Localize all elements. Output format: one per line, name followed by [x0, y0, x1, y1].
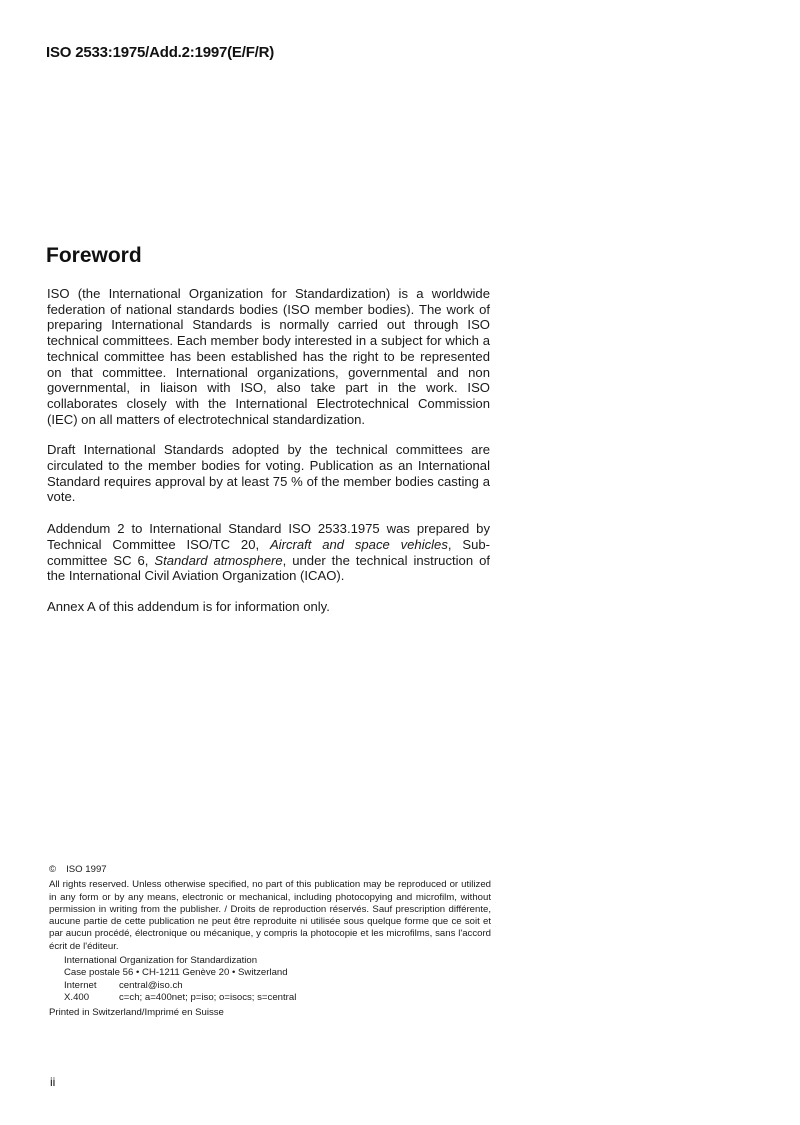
document-reference: ISO 2533:1975/Add.2:1997(E/F/R) [46, 44, 275, 61]
page-number: ii [50, 1075, 56, 1089]
foreword-paragraph-3 [47, 521, 490, 584]
copyright-line [49, 864, 491, 876]
copyright-symbol: © [49, 864, 57, 875]
x400-label: X.400 [64, 991, 90, 1003]
foreword-paragraph-1: ISO (the International Organization for Standardization) is a worldwide federation of national standards bodies (ISO member bodies). The work of preparing International Standards is normally carried out through ISO technical committees. Each member body interested in a subject for which a technical committee has been established has the right to be represented on that committee. International organizations, governmental and non governmental, in liaison with ISO, also take part in the work. ISO collaborates closely with the International Electrotechnical Commission (IEC) on all matters of electrotechnical standardization. [47, 286, 490, 427]
subcommittee-title-italic: Standard atmosphere [154, 552, 283, 568]
paragraph-3-text-a: Addendum 2 to International Standard ISO 2533.1975 was prepared by Technical Committee ISO/TC 20, [47, 521, 490, 552]
committee-title-italic: Aircraft and space vehicles [269, 536, 448, 552]
foreword-paragraph-4: Annex A of this addendum is for information only. [47, 598, 330, 614]
internet-label: Internet [64, 979, 97, 991]
paragraph-3-text-b: , Sub-committee SC 6, [47, 536, 491, 568]
internet-row [64, 980, 491, 992]
copyright-block [49, 864, 491, 1020]
internet-address: central@iso.ch [119, 979, 183, 991]
publisher-address [49, 955, 491, 1004]
paragraph-3-text-c: , under the technical instruction of the International Civil Aviation Organization (ICAO). [47, 552, 490, 584]
foreword-body [47, 286, 490, 631]
x400-address: c=ch; a=400net; p=iso; o=isocs; s=central [119, 991, 297, 1003]
rights-statement: All rights reserved. Unless otherwise specified, no part of this publication may be reproduced or utilized in any form or by any means, electronic or mechanical, including photocopying and microfilm, without permission in writing from the publisher. / Droits de reproduction réservés. Sauf prescription différente, aucune partie de cette publication ne peut être reproduite ni utilisée sous quelque forme que ce soit et par aucun procédé, électronique ou mécanique, y compris la photocopie et les microfilms, sans l'accord écrit de l'éditeur. [49, 879, 491, 952]
publisher-name: International Organization for Standardization [64, 955, 258, 967]
postal-address: Case postale 56 • CH-1211 Genève 20 • Switzerland [64, 967, 288, 979]
x400-row [64, 992, 491, 1004]
page-title: Foreword [46, 244, 142, 267]
copyright-year: ISO 1997 [66, 864, 107, 875]
printed-in: Printed in Switzerland/Imprimé en Suisse [49, 1007, 224, 1019]
foreword-paragraph-2: Draft International Standards adopted by the technical committees are circulated to the member bodies for voting. Publication as an International Standard requires approval by at least 75 % of the member bodies casting a vote. [47, 442, 490, 505]
